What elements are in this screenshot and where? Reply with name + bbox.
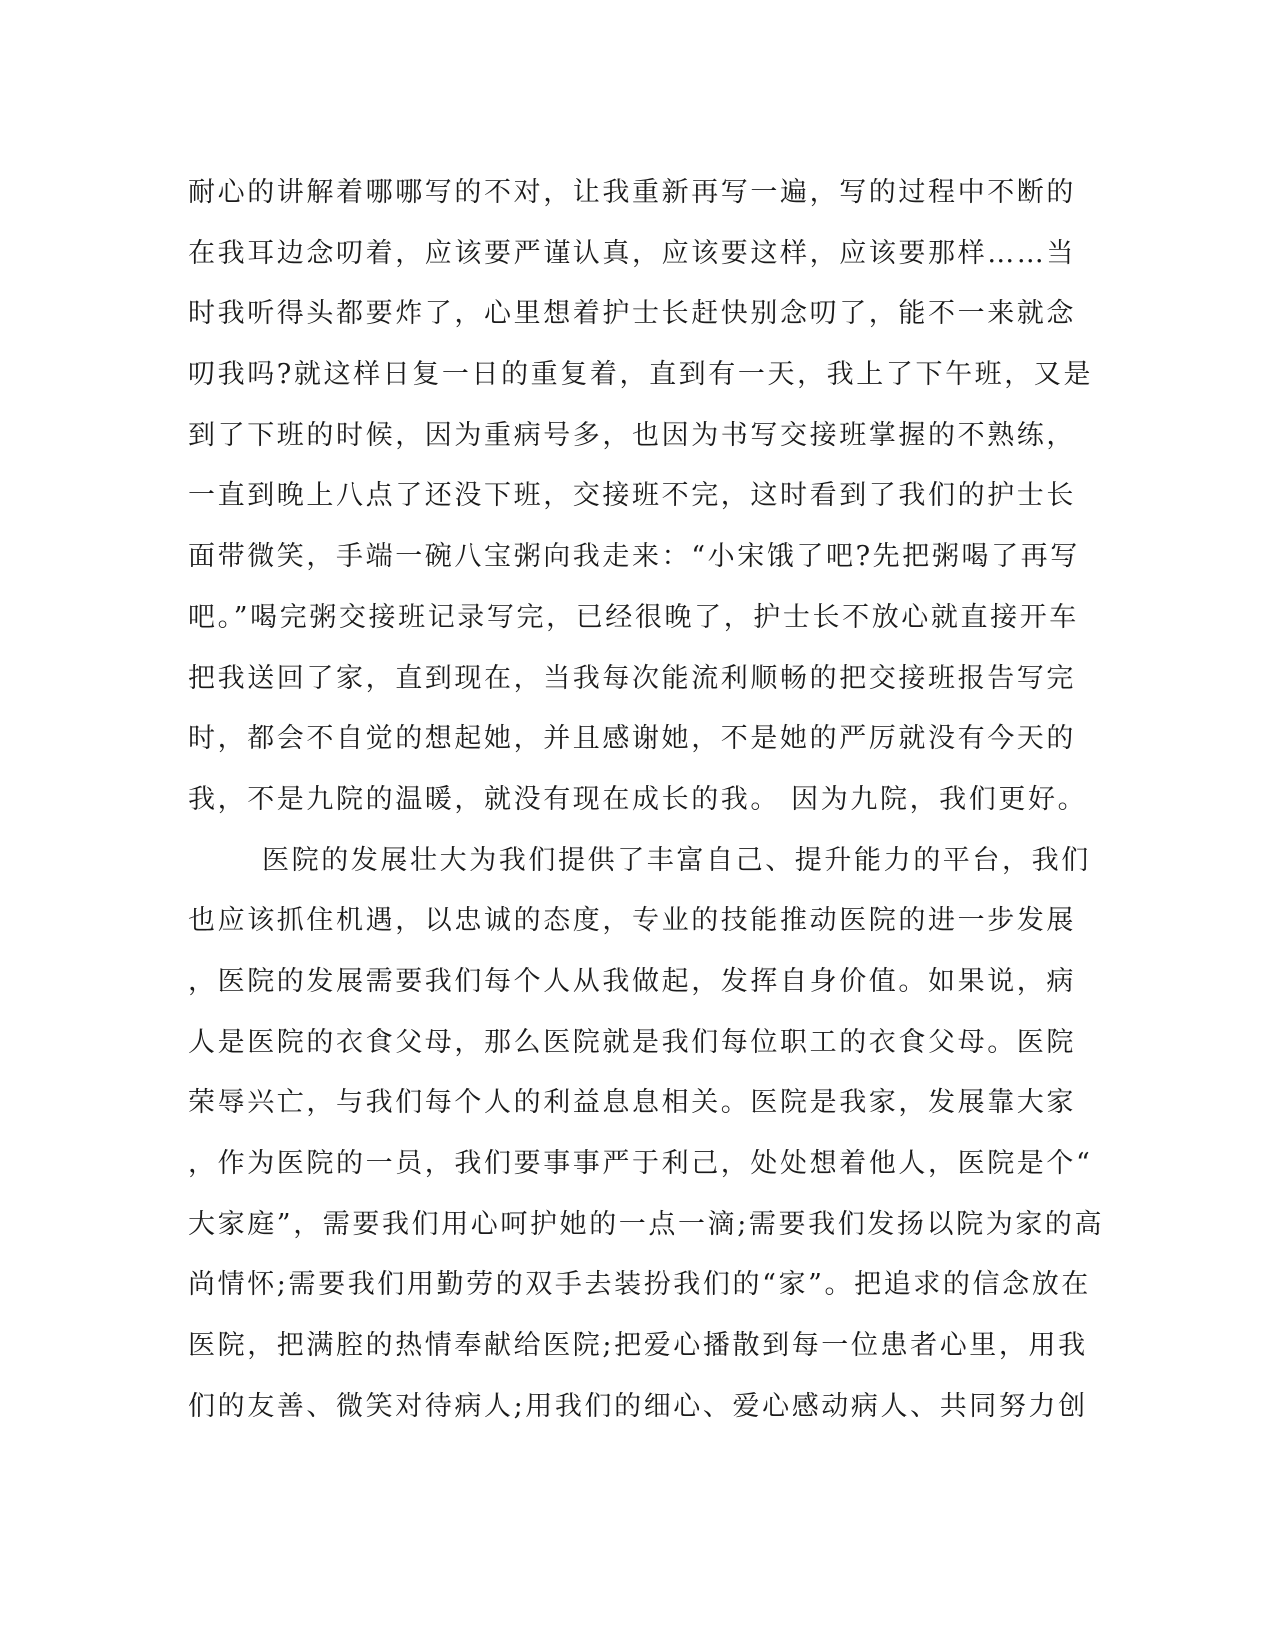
text-line: 叨我吗?就这样日复一日的重复着，直到有一天，我上了下午班，又是 [188, 359, 1094, 391]
text-line: 们的友善、微笑对待病人;用我们的细心、爱心感动病人、共同努力创 [188, 1390, 1088, 1422]
text-line: 也应该抓住机遇，以忠诚的态度，专业的技能推动医院的进一步发展 [188, 905, 1076, 937]
text-line: 吧。”喝完粥交接班记录写完，已经很晚了，护士长不放心就直接开车 [188, 601, 1079, 633]
text-line: 到了下班的时候，因为重病号多，也因为书写交接班掌握的不熟练， [188, 419, 1076, 451]
text-line: ，作为医院的一员，我们要事事严于利己，处处想着他人，医院是个“ [188, 1148, 1093, 1179]
text-line: 一直到晚上八点了还没下班，交接班不完，这时看到了我们的护士长 [188, 480, 1076, 512]
text-line: 耐心的讲解着哪哪写的不对，让我重新再写一遍，写的过程中不断的 [188, 177, 1076, 208]
text-line: 面带微笑，手端一碗八宝粥向我走来：“小宋饿了吧?先把粥喝了再写 [188, 541, 1080, 573]
paragraph-1 [188, 163, 1094, 831]
body-text [188, 163, 1105, 1437]
text-line: 医院，把满腔的热情奉献给医院;把爱心播散到每一位患者心里，用我 [188, 1330, 1088, 1362]
text-line: 尚情怀;需要我们用勤劳的双手去装扮我们的“家”。把追求的信念放在 [188, 1269, 1091, 1301]
text-line: 荣辱兴亡，与我们每个人的利益息息相关。医院是我家，发展靠大家 [188, 1087, 1076, 1119]
text-line: 人是医院的衣食父母，那么医院就是我们每位职工的衣食父母。医院 [188, 1026, 1076, 1058]
text-line: 把我送回了家，直到现在，当我每次能流利顺畅的把交接班报告写完 [188, 662, 1076, 694]
text-line: 在我耳边念叨着，应该要严谨认真，应该要这样，应该要那样……当 [188, 237, 1076, 269]
text-line: 医院的发展壮大为我们提供了丰富自己、提升能力的平台，我们 [262, 844, 1091, 876]
paragraph-2 [188, 831, 1105, 1438]
text-line: 我，不是九院的温暖，就没有现在成长的我。 因为九院，我们更好。 [188, 783, 1088, 815]
text-line: 大家庭”，需要我们用心呵护她的一点一滴;需要我们发扬以院为家的高 [188, 1208, 1105, 1240]
text-line: 时，都会不自觉的想起她，并且感谢她，不是她的严厉就没有今天的 [188, 723, 1076, 755]
text-line: 时我听得头都要炸了，心里想着护士长赶快别念叨了，能不一来就念 [188, 298, 1076, 330]
text-line: ，医院的发展需要我们每个人从我做起，发挥自身价值。如果说，病 [188, 965, 1076, 997]
